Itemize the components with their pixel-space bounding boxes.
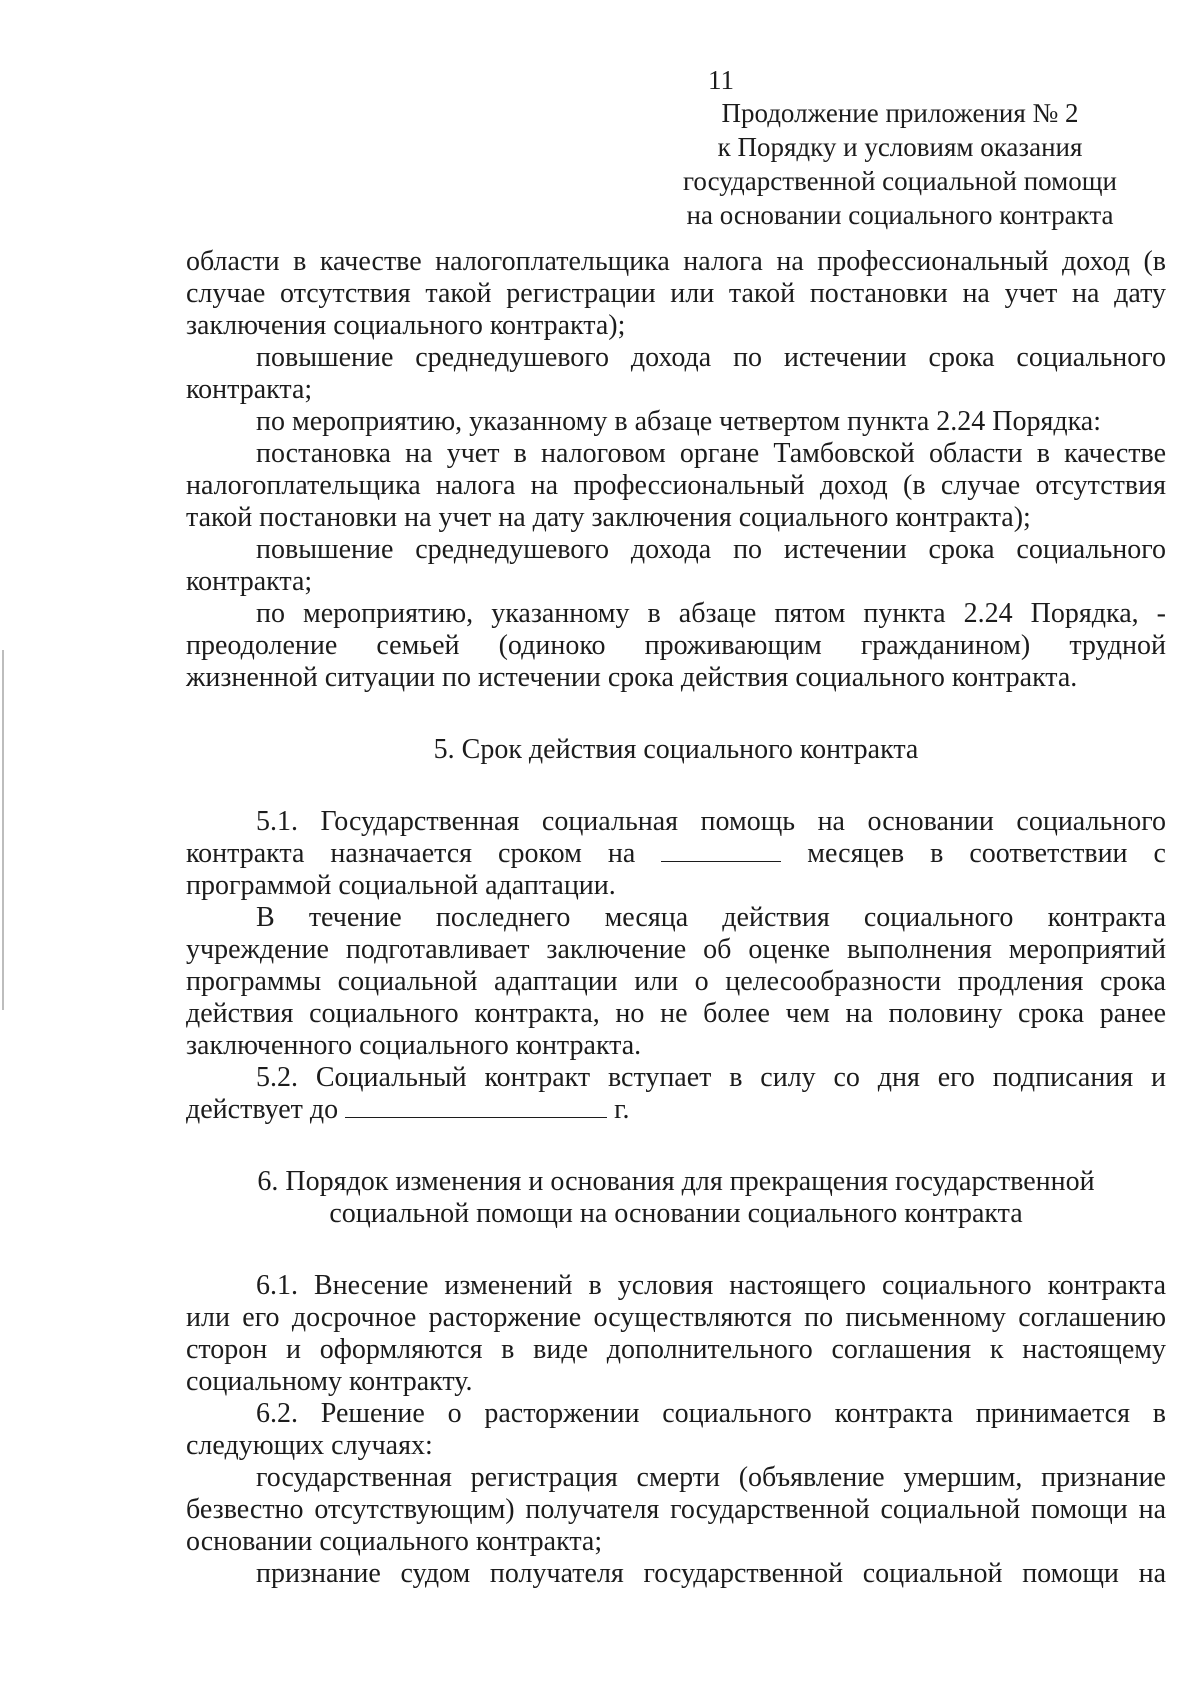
scan-edge-mark [2, 650, 4, 1010]
clause-6-2-a [186, 1462, 1166, 1558]
document-body [186, 246, 1166, 1590]
text-line: действия социального контракта, но не более чем на половину срока ранее [186, 998, 1166, 1029]
text-line: налогоплательщика налога на профессиональный доход (в случае отсутствия [186, 470, 1166, 501]
section-5-title: 5. Срок действия социального контракта [433, 734, 919, 765]
text-line: заключения социального контракта); [186, 310, 626, 341]
text-line: контракта; [186, 566, 313, 597]
text-line: 5.1. Государственная социальная помощь на основании социального [256, 806, 1166, 837]
text-line: повышение среднедушевого дохода по истечении срока социального [256, 534, 1166, 565]
paragraph [186, 342, 1166, 406]
text-line [186, 1094, 1166, 1126]
text-line: учреждение подготавливает заключение об оценке выполнения мероприятий [186, 934, 1166, 965]
text-line: по мероприятию, указанному в абзаце пятом пункта 2.24 Порядка, - [256, 598, 1166, 629]
clause-6-2 [186, 1398, 1166, 1462]
paragraph [186, 438, 1166, 534]
section-6-title: 6. Порядок изменения и основания для прекращения государственной [257, 1166, 1095, 1197]
spacer [186, 766, 1166, 806]
text-line: постановка на учет в налоговом органе Тамбовской области в качестве [256, 438, 1166, 469]
text-line: заключенного социального контракта. [186, 1030, 642, 1061]
text-line: преодоление семьей (одиноко проживающим гражданином) трудной [186, 630, 1166, 661]
text-line: следующих случаях: [186, 1430, 433, 1461]
text-fragment: месяцев в соответствии с [807, 838, 1166, 869]
term-months-blank[interactable] [661, 839, 781, 862]
clause-5-2 [186, 1062, 1166, 1126]
text-line: безвестно отсутствующим) получателя государственной социальной помощи на [186, 1494, 1166, 1525]
text-line: основании социального контракта; [186, 1526, 603, 1557]
paragraph [186, 534, 1166, 598]
clause-6-2-b [186, 1558, 1166, 1590]
page-number: 11 [708, 65, 734, 95]
text-line [186, 838, 1166, 870]
text-line: по мероприятию, указанному в абзаце четвертом пункта 2.24 Порядка: [256, 406, 1102, 437]
appendix-line: Продолжение приложения № 2 [721, 98, 1079, 128]
appendix-header [640, 96, 1160, 232]
appendix-line: на основании социального контракта [686, 200, 1114, 230]
text-fragment: действует до [186, 1094, 339, 1125]
text-line: 5.2. Социальный контракт вступает в силу со дня его подписания и [256, 1062, 1166, 1093]
text-line: 6.1. Внесение изменений в условия настоящего социального контракта [256, 1270, 1166, 1301]
text-line: В течение последнего месяца действия социального контракта [256, 902, 1166, 933]
spacer [186, 1126, 1166, 1166]
text-line: сторон и оформляются в виде дополнительного соглашения к настоящему [186, 1334, 1166, 1365]
text-line: государственная регистрация смерти (объявление умершим, признание [256, 1462, 1166, 1493]
text-line: или его досрочное расторжение осуществляются по письменному соглашению [186, 1302, 1166, 1333]
text-line: социальному контракту. [186, 1366, 473, 1397]
text-fragment: г. [614, 1094, 630, 1125]
text-line: случае отсутствия такой регистрации или такой постановки на учет на дату [186, 278, 1166, 309]
section-6-title: социальной помощи на основании социального контракта [329, 1198, 1023, 1229]
clause-5-1 [186, 806, 1166, 902]
text-line: такой постановки на учет на дату заключения социального контракта); [186, 502, 1031, 533]
text-line: признание судом получателя государственной социальной помощи на [256, 1558, 1166, 1589]
appendix-line: государственной социальной помощи [683, 166, 1117, 196]
text-line: 6.2. Решение о расторжении социального контракта принимается в [256, 1398, 1166, 1429]
text-line: области в качестве налогоплательщика налога на профессиональный доход (в [186, 246, 1166, 277]
text-line: жизненной ситуации по истечении срока действия социального контракта. [186, 662, 1078, 693]
spacer [186, 1230, 1166, 1270]
clause-5-1-b [186, 902, 1166, 1062]
paragraph [186, 246, 1166, 342]
appendix-line: к Порядку и условиям оказания [717, 132, 1083, 162]
text-line: контракта; [186, 374, 313, 405]
end-date-blank[interactable] [345, 1095, 607, 1118]
spacer [186, 694, 1166, 734]
paragraph [186, 598, 1166, 694]
text-line: повышение среднедушевого дохода по истечении срока социального [256, 342, 1166, 373]
text-line: программы социальной адаптации или о целесообразности продления срока [186, 966, 1166, 997]
text-fragment: контракта назначается сроком на [186, 838, 636, 869]
clause-6-1 [186, 1270, 1166, 1398]
paragraph [186, 406, 1166, 438]
text-line: программой социальной адаптации. [186, 870, 616, 901]
